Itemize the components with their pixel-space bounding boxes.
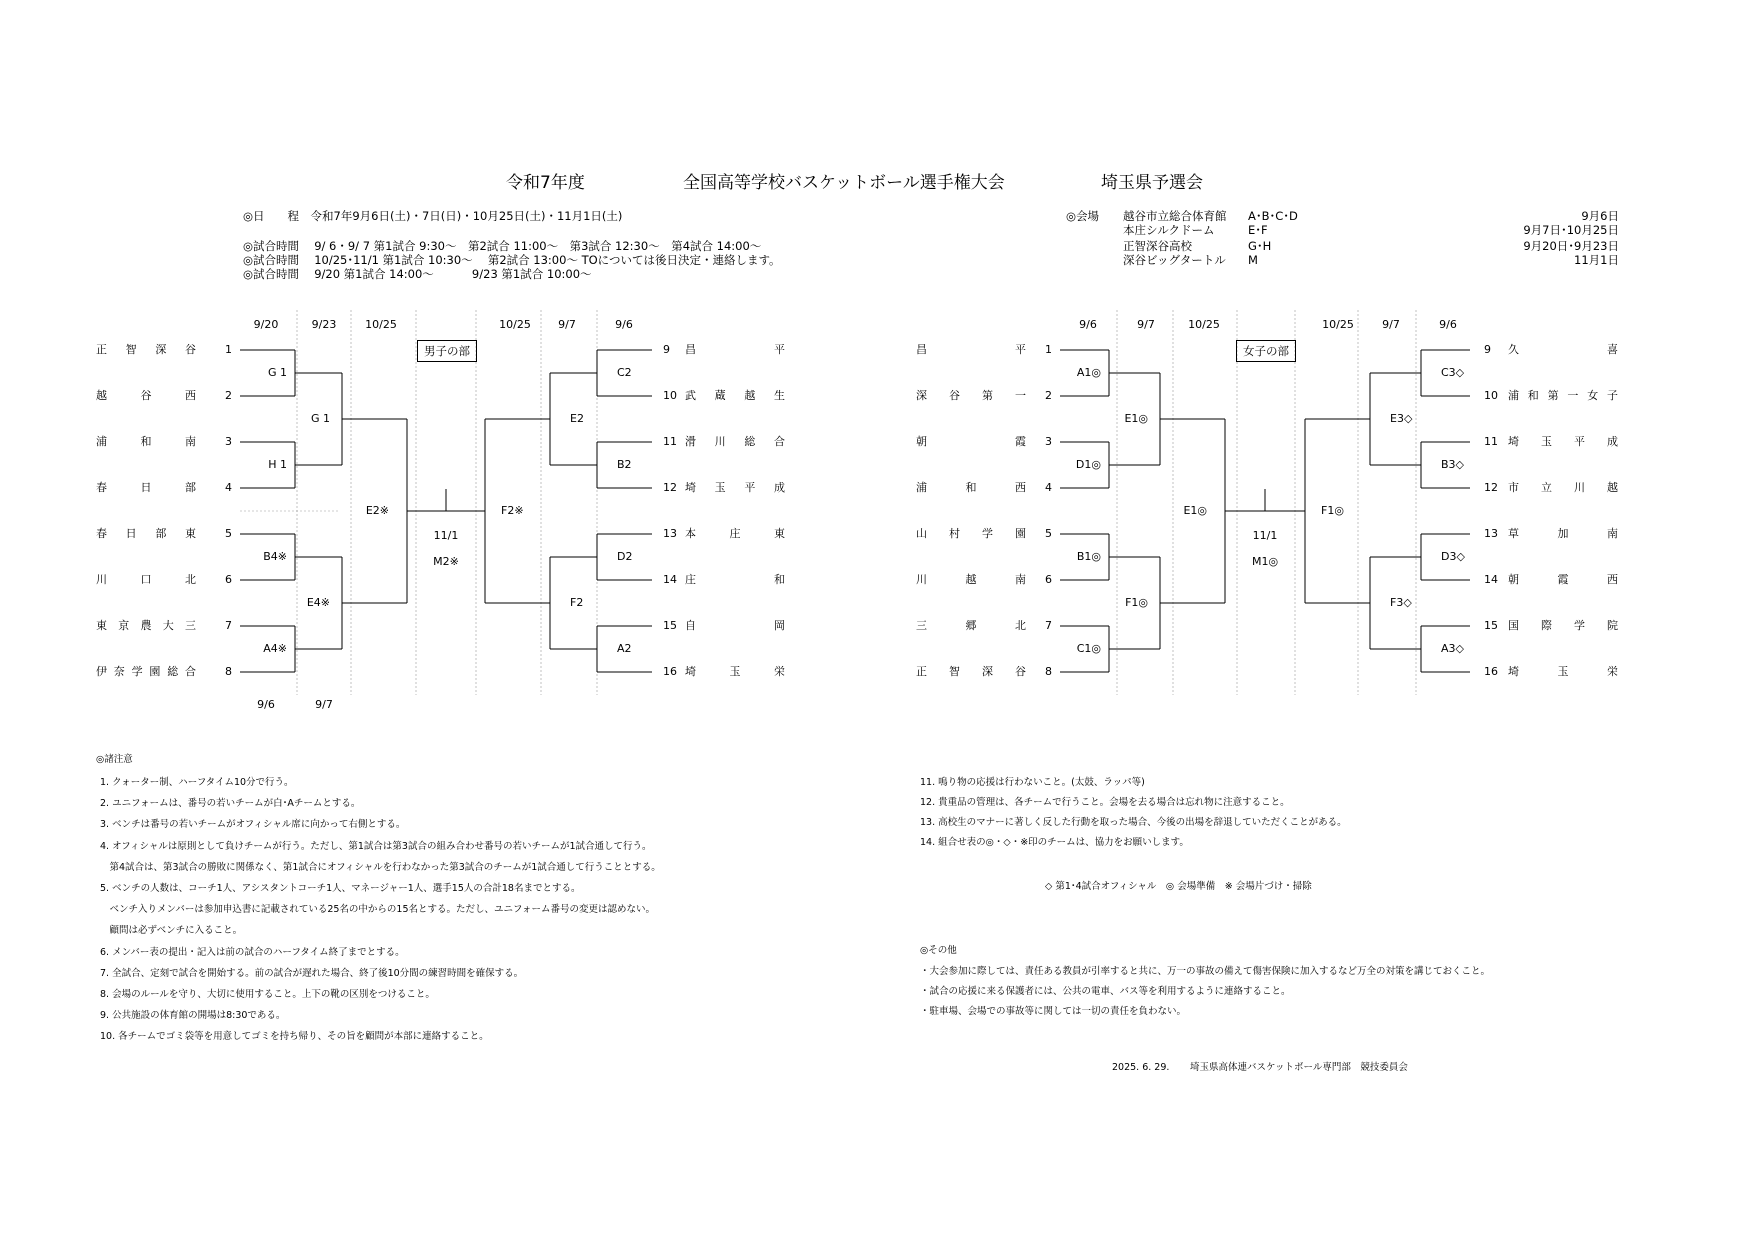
- team-seed: 3: [1045, 435, 1052, 448]
- venue-name: 深谷ビッグタートル: [1123, 253, 1226, 267]
- game-label: A3◇: [1441, 642, 1464, 655]
- note-item: 1. クォーター制、ハーフタイム10分で行う。: [100, 777, 294, 788]
- note-item: 第4試合は、第3試合の勝敗に関係なく、第1試合にオフィシャルを行わなかった第3試合のチームが1試合通して行うこととする。: [100, 861, 661, 873]
- team-name: 春 日 部: [96, 481, 196, 494]
- round-date: 9/7: [558, 318, 576, 331]
- team-seed: 8: [1045, 665, 1052, 678]
- team-seed: 1: [1045, 343, 1052, 356]
- game-label: D3◇: [1441, 550, 1465, 563]
- game-label: B4※: [263, 550, 287, 563]
- game-label: B3◇: [1441, 458, 1465, 471]
- team-seed: 10: [663, 389, 677, 402]
- other-item: ・大会参加に際しては、責任ある教員が引率すると共に、万一の事故の備えて傷害保険に加入するなど万全の対策を講じておくこと。: [920, 966, 1491, 977]
- game-label: F1◎: [1321, 504, 1344, 517]
- note-item: 4. オフィシャルは原則として負けチームが行う。ただし、第1試合は第3試合の組み合わせ番号の若いチームが1試合通して行う。: [100, 840, 652, 852]
- note-item: 14. 組合せ表の◎・◇・※印のチームは、協力をお願いします。: [920, 837, 1189, 848]
- team-seed: 11: [1484, 435, 1498, 448]
- team-name: 久 喜: [1508, 343, 1618, 356]
- round-date: 9/7: [315, 698, 333, 711]
- note-item: 顧問は必ずベンチに入ること。: [100, 925, 243, 937]
- venue-label: ◎会場: [1066, 209, 1100, 223]
- game-label: A1◎: [1076, 366, 1101, 379]
- section-label: 女子の部: [1236, 340, 1296, 362]
- game-label: E4※: [306, 596, 330, 609]
- note-item: 10. 各チームでゴミ袋等を用意してゴミを持ち帰り、その旨を顧問が本部に連絡すること。: [100, 1031, 489, 1043]
- team-seed: 9: [1484, 343, 1491, 356]
- legend-text: ◇ 第1･4試合オフィシャル ◎ 会場準備 ※ 会場片づけ・掃除: [1045, 881, 1312, 892]
- team-seed: 11: [663, 435, 677, 448]
- round-date: 9/6: [615, 318, 633, 331]
- team-seed: 2: [225, 389, 232, 402]
- schedule-time-1: ◎試合時間 9/ 6・9/ 7 第1試合 9:30～ 第2試合 11:00～ 第3試合 12:30～ 第4試合 14:00～: [243, 239, 762, 253]
- team-seed: 13: [663, 527, 677, 540]
- team-seed: 12: [663, 481, 677, 494]
- team-seed: 2: [1045, 389, 1052, 402]
- schedule-time-3: ◎試合時間 9/20 第1試合 14:00～ 9/23 第1試合 10:00～: [243, 267, 592, 281]
- team-name: 朝 霞 西: [1508, 573, 1618, 586]
- final-date: 11/1: [433, 529, 459, 542]
- venue-courts: A･B･C･D: [1248, 209, 1298, 223]
- note-item: 6. メンバー表の提出・記入は前の試合のハーフタイム終了までとする。: [100, 946, 405, 958]
- round-date: 9/23: [311, 318, 337, 331]
- title-prefecture: 埼玉県予選会: [1101, 173, 1203, 193]
- game-label: H 1: [268, 458, 287, 471]
- game-label: E1◎: [1183, 504, 1207, 517]
- note-item: 5. ベンチの人数は、コーチ1人、アシスタントコーチ1人、マネージャー1人、選手15人の合計18名までとする。: [100, 883, 581, 894]
- schedule-time-2: ◎試合時間 10/25･11/1 第1試合 10:30～ 第2試合 13:00～ TOについては後日決定・連絡します。: [243, 253, 781, 267]
- note-item: 9. 公共施設の体育館の開場は8:30である。: [100, 1010, 286, 1022]
- team-name: 山 村 学 園: [916, 527, 1026, 540]
- team-name: 川 越 南: [916, 573, 1026, 586]
- team-seed: 15: [663, 619, 677, 632]
- venue-name: 本庄シルクドーム: [1123, 223, 1215, 237]
- team-name: 本 庄 東: [685, 527, 785, 540]
- game-label: F2※: [501, 504, 524, 517]
- team-name: 深 谷 第 一: [916, 389, 1026, 402]
- team-name: 東 京 農 大 三: [96, 619, 196, 632]
- venue-courts: M: [1248, 253, 1258, 267]
- notes-heading: ◎諸注意: [96, 754, 133, 765]
- team-seed: 9: [663, 343, 670, 356]
- game-label: C1◎: [1076, 642, 1101, 655]
- game-label: F2: [570, 596, 584, 609]
- team-name: 庄 和: [685, 573, 785, 586]
- note-item: 8. 会場のルールを守り、大切に使用すること。上下の靴の区別をつけること。: [100, 989, 435, 1000]
- game-label: D2: [617, 550, 633, 563]
- team-name: 埼 玉 栄: [1508, 665, 1618, 678]
- team-seed: 16: [663, 665, 677, 678]
- team-name: 浦 和 西: [916, 481, 1026, 494]
- team-seed: 3: [225, 435, 232, 448]
- round-date: 9/6: [257, 698, 275, 711]
- team-name: 浦 和 南: [96, 435, 196, 448]
- game-label: E2: [570, 412, 584, 425]
- game-label: C3◇: [1441, 366, 1465, 379]
- note-item: 12. 貴重品の管理は、各チームで行うこと。会場を去る場合は忘れ物に注意すること。: [920, 797, 1290, 808]
- team-seed: 7: [1045, 619, 1052, 632]
- team-name: 浦 和 第 一 女 子: [1508, 389, 1618, 402]
- game-label: F3◇: [1390, 596, 1412, 609]
- round-date: 10/25: [1188, 318, 1220, 331]
- footer-org: 埼玉県高体連バスケットボール専門部 競技委員会: [1190, 1062, 1408, 1073]
- team-name: 越 谷 西: [96, 389, 196, 402]
- round-date: 10/25: [499, 318, 531, 331]
- round-date: 9/20: [253, 318, 279, 331]
- team-seed: 6: [225, 573, 232, 586]
- team-name: 草 加 南: [1508, 527, 1618, 540]
- other-item: ・試合の応援に来る保護者には、公共の電車、バス等を利用するように連絡すること。: [920, 986, 1291, 997]
- note-item: 3. ベンチは番号の若いチームがオフィシャル席に向かって右側とする。: [100, 819, 406, 831]
- team-name: 昌 平: [685, 343, 785, 356]
- team-name: 正 智 深 谷: [96, 343, 196, 356]
- venue-name: 正智深谷高校: [1123, 239, 1192, 253]
- team-seed: 8: [225, 665, 232, 678]
- team-name: 武 蔵 越 生: [685, 389, 785, 402]
- note-item: 7. 全試合、定刻で試合を開始する。前の試合が遅れた場合、終了後10分間の練習時間を確保する。: [100, 967, 524, 979]
- game-label: E1◎: [1124, 412, 1148, 425]
- round-date: 9/7: [1137, 318, 1155, 331]
- team-name: 川 口 北: [96, 573, 196, 586]
- round-date: 9/6: [1439, 318, 1457, 331]
- venue-courts: E･F: [1248, 223, 1268, 237]
- note-item: 11. 鳴り物の応援は行わないこと。(太鼓、ラッパ等): [920, 777, 1145, 788]
- note-item: 2. ユニフォームは、番号の若いチームが白･Aチームとする。: [100, 798, 361, 810]
- team-name: 埼 玉 平 成: [685, 481, 785, 494]
- game-label: B1◎: [1076, 550, 1101, 563]
- round-date: 10/25: [365, 318, 397, 331]
- final-date: 11/1: [1252, 529, 1278, 542]
- game-label: A4※: [263, 642, 287, 655]
- venue-date: 9月6日: [1581, 209, 1619, 223]
- team-name: 滑 川 総 合: [685, 435, 785, 448]
- title-year: 令和7年度: [506, 173, 585, 193]
- team-seed: 7: [225, 619, 232, 632]
- team-seed: 6: [1045, 573, 1052, 586]
- team-name: 埼 玉 平 成: [1508, 435, 1618, 448]
- game-label: B2: [617, 458, 632, 471]
- round-date: 10/25: [1322, 318, 1354, 331]
- team-seed: 13: [1484, 527, 1498, 540]
- schedule-dates: ◎日 程 令和7年9月6日(土)・7日(日)・10月25日(土)・11月1日(土): [243, 209, 623, 223]
- game-label: E3◇: [1390, 412, 1413, 425]
- game-label: D1◎: [1075, 458, 1101, 471]
- game-label: A2: [617, 642, 632, 655]
- venue-courts: G･H: [1248, 239, 1272, 253]
- venue-date: 9月20日･9月23日: [1523, 239, 1619, 253]
- team-name: 正 智 深 谷: [916, 665, 1026, 678]
- team-seed: 15: [1484, 619, 1498, 632]
- other-heading: ◎その他: [920, 945, 957, 956]
- team-name: 三 郷 北: [916, 619, 1026, 632]
- game-label: F1◎: [1125, 596, 1148, 609]
- team-seed: 5: [225, 527, 232, 540]
- footer-date: 2025. 6. 29.: [1112, 1062, 1170, 1073]
- final-game: M2※: [433, 555, 459, 568]
- team-seed: 10: [1484, 389, 1498, 402]
- team-seed: 14: [663, 573, 677, 586]
- team-seed: 14: [1484, 573, 1498, 586]
- other-item: ・駐車場、会場での事故等に関しては一切の責任を負わない。: [920, 1006, 1187, 1017]
- team-seed: 4: [1045, 481, 1052, 494]
- round-date: 9/6: [1079, 318, 1097, 331]
- team-seed: 4: [225, 481, 232, 494]
- venue-name: 越谷市立総合体育館: [1123, 209, 1227, 223]
- note-item: ベンチ入りメンバーは参加申込書に記載されている25名の中からの15名とする。ただし、ユニフォーム番号の変更は認めない。: [100, 904, 656, 916]
- team-seed: 5: [1045, 527, 1052, 540]
- game-label: E2※: [365, 504, 389, 517]
- team-name: 昌 平: [916, 343, 1026, 356]
- game-label: G 1: [267, 366, 287, 379]
- team-name: 春 日 部 東: [96, 527, 196, 540]
- game-label: G 1: [310, 412, 330, 425]
- note-item: 13. 高校生のマナーに著しく反した行動を取った場合、今後の出場を辞退していただくことがある。: [920, 817, 1347, 828]
- team-seed: 12: [1484, 481, 1498, 494]
- team-seed: 16: [1484, 665, 1498, 678]
- round-date: 9/7: [1382, 318, 1400, 331]
- final-game: M1◎: [1251, 555, 1279, 568]
- section-label: 男子の部: [417, 340, 477, 362]
- team-name: 自 岡: [685, 619, 785, 632]
- team-name: 伊 奈 学 園 総 合: [96, 665, 196, 678]
- team-name: 市 立 川 越: [1508, 481, 1618, 494]
- team-name: 朝 霞: [916, 435, 1026, 448]
- team-seed: 1: [225, 343, 232, 356]
- venue-date: 11月1日: [1574, 253, 1619, 267]
- team-name: 国 際 学 院: [1508, 619, 1618, 632]
- venue-date: 9月7日･10月25日: [1523, 223, 1619, 237]
- team-name: 埼 玉 栄: [685, 665, 785, 678]
- game-label: C2: [617, 366, 632, 379]
- title-tournament: 全国高等学校バスケットボール選手権大会: [683, 173, 1005, 193]
